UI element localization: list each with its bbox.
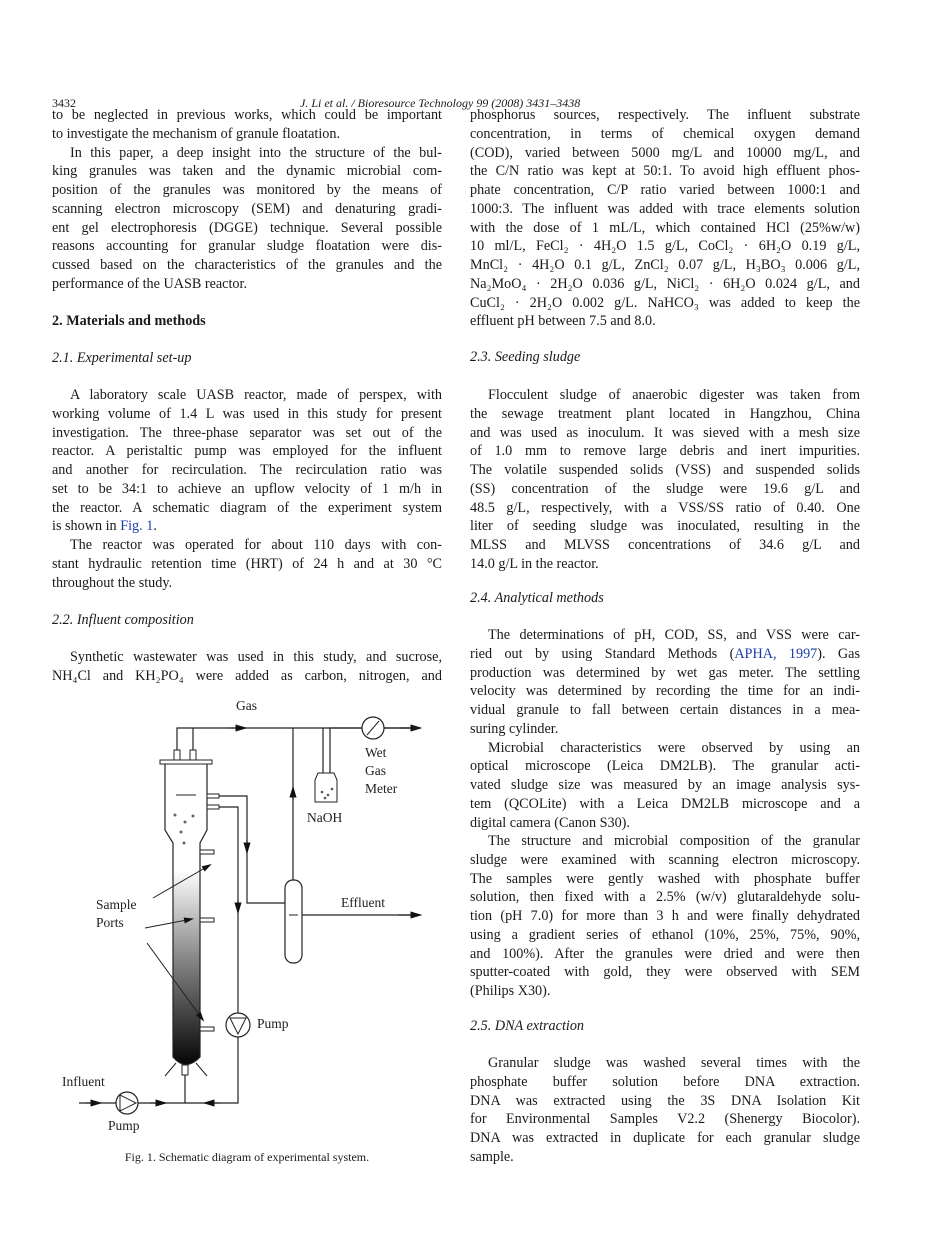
text-line: set to be 34:1 to achieve an upflow velocity of 1 m/h in <box>52 480 442 497</box>
figure-1-schematic <box>50 690 450 1150</box>
text-line: tion (pH 7.0) for more than 3 h and were finally dehydrated <box>470 908 860 924</box>
text-line: CuCl₂ · 2H₂O 0.002 g/L. NaHCO₃ was added to keep the <box>470 294 860 311</box>
text-line: cussed based on the characteristics of the granules and the <box>52 257 442 273</box>
text-line: the C/N ratio was kept at 50:1. To avoid high effluent phos- <box>470 163 860 180</box>
text-line: the reactor. A schematic diagram of the experiment system <box>52 499 442 516</box>
text-line: reasons accounting for granular sludge floatation were dis- <box>52 238 442 255</box>
text-line: Microbial characteristics were observed by using an <box>488 739 860 756</box>
text-line: vated sludge size was measured by an image analysis sys- <box>470 777 860 793</box>
text-line: DNA was extracted using the 3S DNA Isolation Kit <box>470 1092 860 1109</box>
paragraph-seeding <box>470 386 860 574</box>
uasb-reactor <box>160 750 219 1076</box>
text-line: ent gel electrophoresis (DGGE) technique. Several possible <box>52 219 442 236</box>
paragraph-setup-last-line: is shown in Fig. 1. <box>52 518 157 534</box>
figure-caption: Fig. 1. Schematic diagram of experimental system. <box>124 1150 370 1164</box>
label-wet: Wet <box>365 745 387 760</box>
text-line: Na₂MoO₄ · 2H₂O 0.036 g/L, NiCl₂ · 6H₂O 0.024 g/L, and <box>470 275 860 292</box>
section-heading-materials-methods: 2. Materials and methods <box>52 313 206 329</box>
text-line: 48.5 g/L, respectively, with a VSS/SS ratio of 0.40. One <box>470 499 860 516</box>
text-line: investigation. The three-phase separator was set out of the <box>52 424 442 441</box>
text-line: reactor. A peristaltic pump was employed for the influent <box>52 443 442 460</box>
label-recirculation-pump: Pump <box>257 1016 289 1031</box>
text-line: phate concentration, C/P ratio varied between 1000:1 and <box>470 182 860 198</box>
text-line: performance of the UASB reactor. <box>52 275 248 292</box>
subsection-heading-dna: 2.5. DNA extraction <box>470 1018 585 1034</box>
text-line: concentration, in terms of chemical oxygen demand <box>470 125 860 142</box>
label-meter: Meter <box>365 781 398 796</box>
paragraph-operation <box>52 536 442 592</box>
label-influent-pump: Pump <box>108 1118 140 1133</box>
paragraph-setup <box>52 386 442 517</box>
text-line: The reactor was operated for about 110 days with con- <box>70 537 442 553</box>
text-line: solution, then fixed with a 2.5% (w/v) glutaraldehyde solu- <box>470 889 860 906</box>
text-line: working volume of 1.4 L was used in this study for present <box>52 405 442 422</box>
text-line: king granules was taken and the dynamic microbial com- <box>52 163 442 180</box>
label-effluent: Effluent <box>341 895 385 910</box>
text-line: 10 ml/L, FeCl₂ · 4H₂O 1.5 g/L, CoCl₂ · 6H₂O 0.19 g/L, <box>470 238 860 255</box>
text-line: phosphate buffer solution before DNA extraction. <box>470 1073 860 1090</box>
subsection-heading-seeding: 2.3. Seeding sludge <box>470 349 581 365</box>
text-line: suring cylinder. <box>470 720 559 737</box>
text-line: The structure and microbial composition of the granular <box>488 833 860 849</box>
text-line: digital camera (Canon S30). <box>470 814 630 831</box>
text-line: Flocculent sludge of anaerobic digester was taken from <box>488 387 860 403</box>
text-line: with the dose of 1 mL/L, which contained HCl (25%w/w) <box>470 219 860 236</box>
text-line: The volatile suspended solids (VSS) and suspended solids <box>470 462 860 478</box>
text-line: Granular sludge was washed several times with the <box>488 1055 860 1071</box>
text-line: The samples were gently washed with phosphate buffer <box>470 870 860 887</box>
text-line: liter of seeding sludge was inoculated, resulting in the <box>470 518 860 535</box>
figure-1-link[interactable]: Fig. 1 <box>120 518 154 534</box>
text-line: using a gradient series of ethanol (10%, 25%, 75%, 90%, <box>470 926 860 943</box>
text-line: vidual granule to fall between certain distances in a mea- <box>470 702 860 718</box>
text-line: of 1.0 mm to remove large debris and inert impurities. <box>470 443 860 460</box>
paragraph-microbial <box>470 739 860 833</box>
text-line: (COD), varied between 5000 mg/L and 10000 mg/L, and <box>470 144 860 161</box>
running-title: J. Li et al. / Bioresource Technology 99 (2008) 3431–3438 <box>300 96 581 110</box>
label-ports: Ports <box>96 915 124 930</box>
text-line: NH₄Cl and KH₂PO₄ were added as carbon, nitrogen, and <box>52 667 442 684</box>
text-line: phosphorus sources, respectively. The influent substrate <box>470 107 860 123</box>
text-line: 14.0 g/L in the reactor. <box>470 555 599 572</box>
paragraph-analytical-head: The determinations of pH, COD, SS, and VSS were car- ried out by using Standard Methods (APHA, 1997). Gas <box>470 627 860 662</box>
subsection-heading-influent: 2.2. Influent composition <box>52 612 194 628</box>
text-line: position of the granules was monitored by the means of <box>52 182 442 198</box>
text-line: DNA was extracted in duplicate for each granular sludge <box>470 1130 860 1146</box>
text-line: 1000:3. The influent was added with trace elements solution <box>470 200 860 217</box>
recirculation-pump-icon <box>226 1013 250 1037</box>
text-line: sludge were examined with scanning electron microscopy. <box>470 851 860 868</box>
label-naoh: NaOH <box>307 810 343 825</box>
text-line: sputter-coated with gold, they were observed with SEM <box>470 964 860 981</box>
text-line: tem (QCOLite) with a Leica DM2LB microscope and a <box>470 795 860 812</box>
text-line: velocity was determined by recording the time for an indi- <box>470 683 860 700</box>
paragraph-intro-continued <box>52 106 442 144</box>
text-line: for Environmental Samples V2.2 (Shenergy Biocolor). <box>470 1111 860 1128</box>
text-line: and another for recirculation. The recirculation ratio was <box>52 462 442 478</box>
text-line: to be neglected in previous works, which could be important <box>52 107 442 123</box>
three-phase-separator <box>285 880 302 963</box>
page-number: 3432 <box>52 96 76 110</box>
text-line: production was determined by wet gas meter. The settling <box>470 664 860 681</box>
paragraph-phosphorus <box>470 106 860 331</box>
apha-1997-citation-link[interactable]: APHA, 1997 <box>734 645 818 662</box>
text-line: A laboratory scale UASB reactor, made of perspex, with <box>70 387 442 403</box>
text-line: to investigate the mechanism of granule floatation. <box>52 125 340 142</box>
text-line: throughout the study. <box>52 574 173 591</box>
naoh-bottle <box>315 773 337 802</box>
paragraph-sem <box>470 832 860 1001</box>
text-line: sample. <box>470 1148 514 1165</box>
paragraph-dna <box>470 1054 860 1167</box>
subsection-heading-setup: 2.1. Experimental set-up <box>52 350 192 366</box>
text-line: MnCl₂ · 4H₂O 0.1 g/L, ZnCl₂ 0.07 g/L, H₃BO₃ 0.006 g/L, <box>470 257 860 273</box>
label-influent: Influent <box>62 1074 105 1089</box>
label-gas: Gas <box>236 698 257 713</box>
text-line: effluent pH between 7.5 and 8.0. <box>470 313 656 330</box>
text-line: stant hydraulic retention time (HRT) of 24 h and at 30 °C <box>52 555 442 572</box>
text-line: (SS) concentration of the sludge were 19.6 g/L and <box>470 480 860 497</box>
text-line: scanning electron microscopy (SEM) and denaturing gradi- <box>52 200 442 217</box>
text-line: and 100%). After the granules were dried and were then <box>470 945 860 962</box>
text-line: optical microscope (Leica DM2LB). The granular acti- <box>470 758 860 775</box>
text-line: Synthetic wastewater was used in this study, and sucrose, <box>70 649 442 665</box>
label-sample: Sample <box>96 897 137 912</box>
text-line: MLSS and MLVSS concentrations of 34.6 g/L and <box>470 537 860 553</box>
influent-pump-icon <box>116 1092 138 1114</box>
label-gas-meter-gas: Gas <box>365 763 386 778</box>
text-line: In this paper, a deep insight into the structure of the bul- <box>70 144 442 161</box>
paragraph-influent <box>52 648 442 686</box>
text-line: and was used as inoculum. It was sieved with a mesh size <box>470 424 860 441</box>
text-line: the sewage treatment plant located in Hangzhou, China <box>470 405 860 422</box>
paragraph-analytical <box>470 664 860 739</box>
text-line: (Philips X30). <box>470 983 551 999</box>
wet-gas-meter-icon <box>362 717 384 739</box>
subsection-heading-analytical: 2.4. Analytical methods <box>470 590 604 606</box>
paragraph-intro <box>52 144 442 294</box>
